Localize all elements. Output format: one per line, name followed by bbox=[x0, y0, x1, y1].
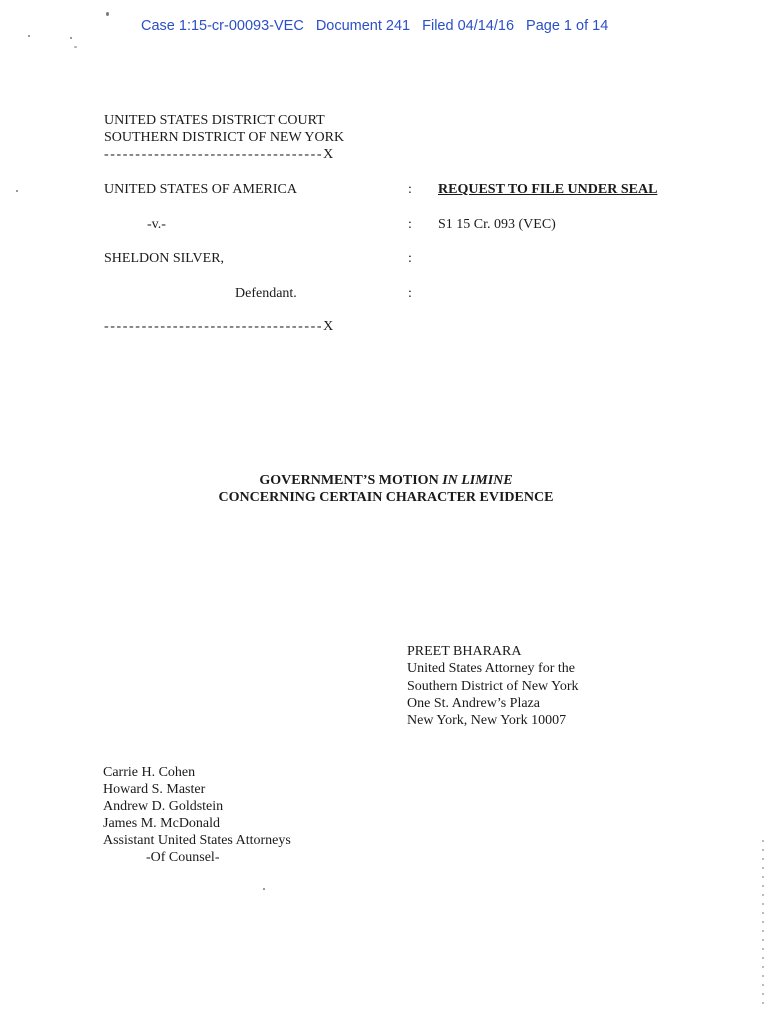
seal-request: REQUEST TO FILE UNDER SEAL bbox=[438, 182, 658, 197]
docket-number: S1 15 Cr. 093 (VEC) bbox=[438, 217, 556, 232]
attorney-city: New York, New York 10007 bbox=[407, 713, 567, 728]
caption-rule-bottom: -----------------------------------X bbox=[104, 319, 335, 334]
case-number: Case 1:15-cr-00093-VEC bbox=[141, 18, 304, 34]
document-number: Document 241 bbox=[315, 18, 411, 34]
motion-title-italic: IN LIMINE bbox=[442, 473, 513, 488]
scan-speck bbox=[74, 46, 77, 48]
caption-colon: : bbox=[408, 217, 412, 232]
scan-speck bbox=[263, 888, 265, 890]
counsel-name: Howard S. Master bbox=[103, 782, 206, 797]
motion-title-prefix: GOVERNMENT’S MOTION bbox=[259, 473, 443, 488]
attorney-address: One St. Andrew’s Plaza bbox=[407, 696, 540, 711]
defendant-name: SHELDON SILVER, bbox=[104, 251, 225, 266]
attorney-district: Southern District of New York bbox=[407, 679, 579, 694]
counsel-name: Carrie H. Cohen bbox=[103, 765, 196, 780]
plaintiff-name: UNITED STATES OF AMERICA bbox=[104, 182, 297, 197]
scan-speck bbox=[70, 37, 72, 39]
versus-label: -v.- bbox=[147, 217, 166, 232]
scan-speck bbox=[106, 12, 109, 16]
scan-speck bbox=[28, 35, 30, 37]
defendant-role: Defendant. bbox=[235, 286, 297, 301]
scan-edge-marks bbox=[762, 840, 764, 1010]
attorney-title: United States Attorney for the bbox=[407, 661, 575, 676]
court-district: SOUTHERN DISTRICT OF NEW YORK bbox=[104, 130, 345, 145]
page-indicator: Page 1 of 14 bbox=[526, 18, 609, 34]
caption-colon: : bbox=[408, 251, 412, 266]
counsel-name: James M. McDonald bbox=[103, 816, 221, 831]
motion-subtitle: CONCERNING CERTAIN CHARACTER EVIDENCE bbox=[218, 490, 554, 505]
caption-colon: : bbox=[408, 286, 412, 301]
caption-rule-top: -----------------------------------X bbox=[104, 147, 335, 162]
counsel-name: Andrew D. Goldstein bbox=[103, 799, 224, 814]
filed-date: Filed 04/14/16 bbox=[422, 18, 515, 34]
of-counsel-label: -Of Counsel- bbox=[146, 850, 220, 865]
attorney-name: PREET BHARARA bbox=[407, 644, 522, 659]
counsel-title: Assistant United States Attorneys bbox=[103, 833, 291, 848]
court-name: UNITED STATES DISTRICT COURT bbox=[104, 113, 325, 128]
scan-speck bbox=[16, 190, 18, 192]
motion-title bbox=[0, 472, 768, 489]
caption-colon: : bbox=[408, 182, 412, 197]
filing-stamp bbox=[141, 18, 620, 34]
